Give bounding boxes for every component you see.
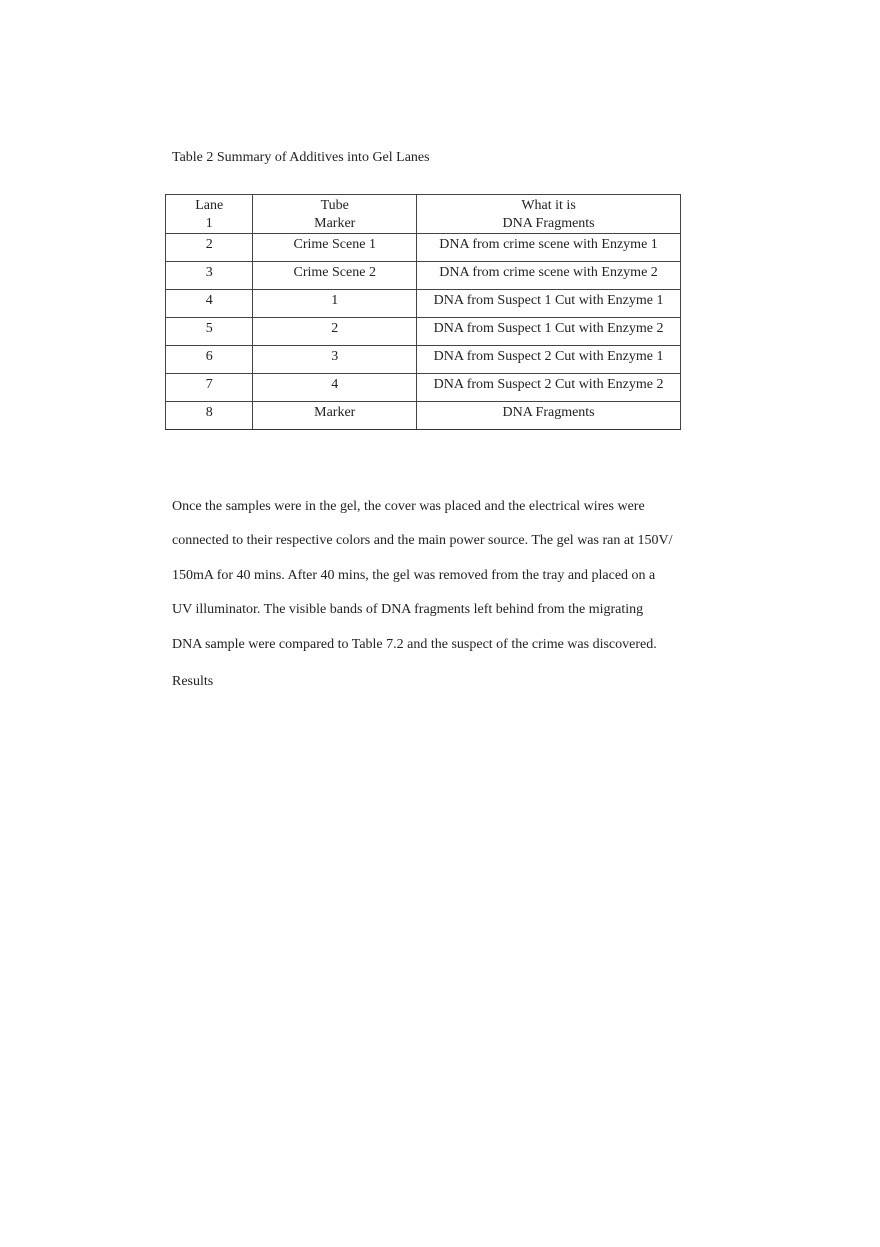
cell-what-it-is: DNA from Suspect 2 Cut with Enzyme 1 <box>417 346 681 374</box>
table-row <box>166 290 681 318</box>
table-row <box>166 402 681 430</box>
paragraph-line: connected to their respective colors and the main power source. The gel was ran at 150V/ <box>172 533 673 549</box>
results-heading: Results <box>172 674 214 689</box>
cell-lane: 6 <box>166 346 253 374</box>
cell-lane: 7 <box>166 374 253 402</box>
paragraph-line: 150mA for 40 mins. After 40 mins, the gel was removed from the tray and placed on a <box>172 567 656 583</box>
cell-tube: 4 <box>253 374 417 402</box>
table-row <box>166 215 681 234</box>
cell-what-it-is: DNA from Suspect 1 Cut with Enzyme 2 <box>417 318 681 346</box>
cell-tube: Crime Scene 2 <box>253 262 417 290</box>
cell-lane: 5 <box>166 318 253 346</box>
cell-what-it-is: DNA Fragments <box>417 402 681 430</box>
cell-tube: Marker <box>253 215 417 234</box>
header-lane: Lane <box>166 195 253 216</box>
table-row <box>166 346 681 374</box>
cell-tube: Crime Scene 1 <box>253 234 417 262</box>
cell-tube: Marker <box>253 402 417 430</box>
cell-tube: 2 <box>253 318 417 346</box>
cell-lane: 4 <box>166 290 253 318</box>
table-row <box>166 318 681 346</box>
cell-what-it-is: DNA from crime scene with Enzyme 1 <box>417 234 681 262</box>
table-caption: Table 2 Summary of Additives into Gel Lanes <box>172 150 430 165</box>
header-what-it-is: What it is <box>417 195 681 216</box>
cell-tube: 3 <box>253 346 417 374</box>
cell-lane: 2 <box>166 234 253 262</box>
cell-lane: 1 <box>166 215 253 234</box>
procedure-paragraph <box>172 490 732 662</box>
paragraph-line: UV illuminator. The visible bands of DNA fragments left behind from the migrating <box>172 602 644 618</box>
table-header-row <box>166 195 681 216</box>
cell-what-it-is: DNA from Suspect 1 Cut with Enzyme 1 <box>417 290 681 318</box>
cell-lane: 3 <box>166 262 253 290</box>
table-row <box>166 262 681 290</box>
paragraph-line: DNA sample were compared to Table 7.2 and the suspect of the crime was discovered. <box>172 636 657 652</box>
cell-lane: 8 <box>166 402 253 430</box>
header-tube: Tube <box>253 195 417 216</box>
additives-table <box>165 194 681 430</box>
cell-what-it-is: DNA Fragments <box>417 215 681 234</box>
cell-tube: 1 <box>253 290 417 318</box>
paragraph-line: Once the samples were in the gel, the cover was placed and the electrical wires were <box>172 499 645 514</box>
table-row <box>166 234 681 262</box>
cell-what-it-is: DNA from Suspect 2 Cut with Enzyme 2 <box>417 374 681 402</box>
table-row <box>166 374 681 402</box>
cell-what-it-is: DNA from crime scene with Enzyme 2 <box>417 262 681 290</box>
